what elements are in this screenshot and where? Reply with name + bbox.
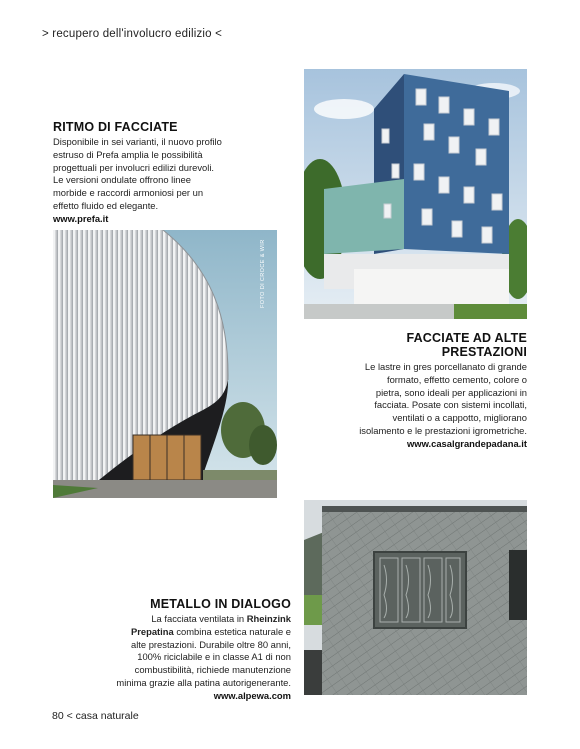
article-body xyxy=(53,136,293,226)
article-title: RITMO DI FACCIATE xyxy=(53,120,178,134)
body-line: La facciata ventilata in Rheinzink xyxy=(151,613,291,624)
body-line: Disponibile in sei varianti, il nuovo profilo xyxy=(53,136,222,147)
body-line: minima grazie alla patina autorigenerante. xyxy=(116,676,291,688)
article-title: METALLO IN DIALOGO xyxy=(150,597,291,611)
body-line: pietra, sono ideali per applicazioni in xyxy=(375,386,527,398)
curved-facade-illustration xyxy=(53,230,277,498)
body-line: Prepatina combina estetica naturale e xyxy=(131,625,291,637)
body-line: Le versioni ondulate offrono linee xyxy=(53,174,191,186)
article-title-line: FACCIATE AD ALTE xyxy=(406,331,527,345)
body-line: facciata. Posate con sistemi incollati, xyxy=(374,399,527,411)
body-line: 100% riciclabile e in classe A1 di non xyxy=(137,651,291,663)
body-line: alte prestazioni. Durabile oltre 80 anni, xyxy=(131,638,291,650)
body-line: combustibilità, richiede manutenzione xyxy=(134,664,291,676)
brand-name: Rheinzink xyxy=(246,613,291,624)
photo-blue-facade-building xyxy=(304,69,527,319)
photo-credit: FOTO DI CROCE & WIR xyxy=(260,239,266,308)
product-name: Prepatina xyxy=(131,625,174,637)
body-line: formato, effetto cemento, colore o xyxy=(386,373,527,385)
body-line: ventilati o a cappotto, migliorano xyxy=(392,412,527,424)
zinc-facade-illustration xyxy=(304,500,527,695)
body-line: progettuali per involucri edilizi durevoli. xyxy=(53,161,215,173)
body-line: effetto fluido ed elegante. xyxy=(53,199,159,211)
article-body xyxy=(80,613,291,703)
body-line: morbide e raccordi armoniosi per un xyxy=(53,187,204,199)
body-line: Le lastre in gres porcellanato di grande xyxy=(364,361,527,372)
photo-zinc-shingle-facade xyxy=(304,500,527,695)
article-url[interactable]: www.casalgrandepadana.it xyxy=(406,437,527,449)
photo-curved-metal-facade xyxy=(53,230,277,498)
page-footer: 80 < casa naturale xyxy=(52,710,139,722)
blue-building-illustration xyxy=(304,69,527,319)
article-prefa xyxy=(53,120,293,226)
body-line: estruso di Prefa amplia le possibilità xyxy=(53,148,203,160)
article-url[interactable]: www.prefa.it xyxy=(53,212,109,224)
section-label: > recupero dell'involucro edilizio < xyxy=(42,28,223,40)
article-url[interactable]: www.alpewa.com xyxy=(213,689,291,701)
article-alpewa xyxy=(80,597,291,703)
article-title-line: PRESTAZIONI xyxy=(441,345,527,359)
body-line: isolamento e le prestazioni igrometriche. xyxy=(359,424,527,436)
article-body xyxy=(300,361,527,451)
article-casalgrande xyxy=(300,331,527,451)
